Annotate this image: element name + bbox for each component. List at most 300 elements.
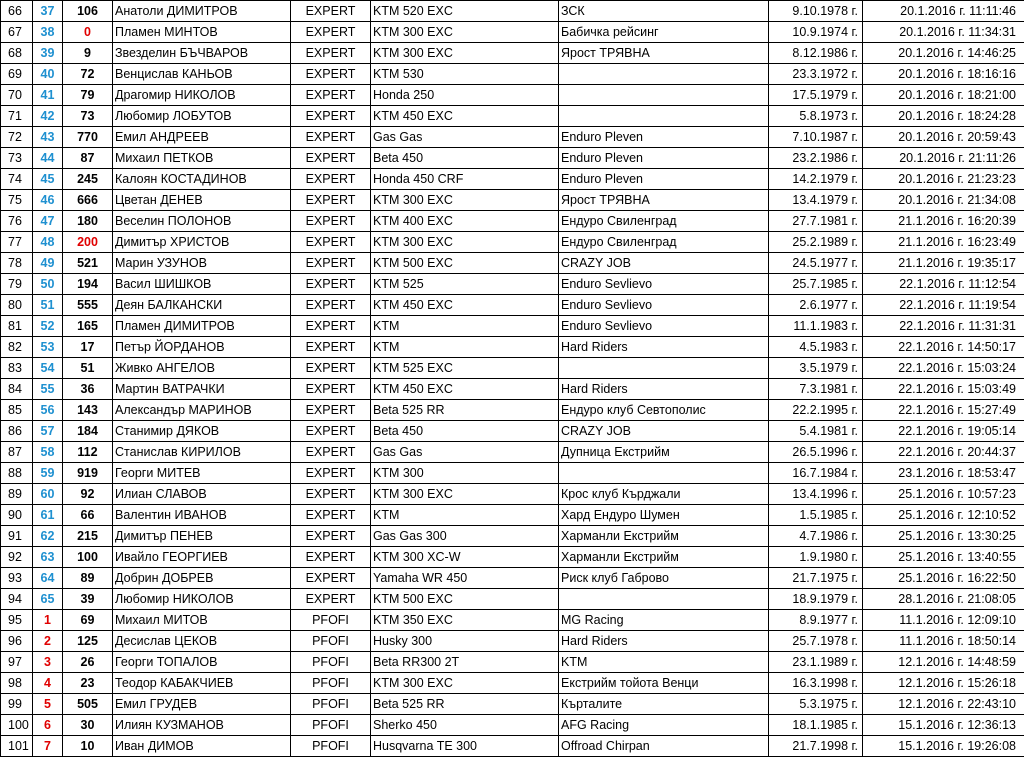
birth-date-cell: 1.9.1980 г. (769, 547, 863, 568)
table-row (1, 169, 1024, 190)
team-cell: Екстрийм тойота Венци (559, 673, 769, 694)
start-number-cell: 215 (63, 526, 113, 547)
category-position-cell: 7 (33, 736, 63, 757)
category-position-cell: 41 (33, 85, 63, 106)
category-cell: EXPERT (291, 547, 371, 568)
rider-name-cell: Мартин ВАТРАЧКИ (113, 379, 291, 400)
motorcycle-cell: KTM 300 EXC (371, 232, 559, 253)
row-index-cell: 100 (1, 715, 33, 736)
motorcycle-cell: KTM 525 EXC (371, 358, 559, 379)
table-row (1, 652, 1024, 673)
birth-date-cell: 13.4.1979 г. (769, 190, 863, 211)
team-cell: Enduro Pleven (559, 127, 769, 148)
category-position-cell: 50 (33, 274, 63, 295)
motorcycle-cell: Husqvarna TE 300 (371, 736, 559, 757)
row-index-cell: 94 (1, 589, 33, 610)
team-cell: Ендуро Свиленград (559, 211, 769, 232)
start-number-cell: 23 (63, 673, 113, 694)
start-number-cell: 73 (63, 106, 113, 127)
category-cell: EXPERT (291, 22, 371, 43)
motorcycle-cell: KTM (371, 505, 559, 526)
category-position-cell: 45 (33, 169, 63, 190)
start-number-cell: 79 (63, 85, 113, 106)
table-row (1, 43, 1024, 64)
team-cell: MG Racing (559, 610, 769, 631)
category-position-cell: 53 (33, 337, 63, 358)
rider-name-cell: Петър ЙОРДАНОВ (113, 337, 291, 358)
row-index-cell: 99 (1, 694, 33, 715)
team-cell: Харманли Екстрийм (559, 526, 769, 547)
table-row (1, 400, 1024, 421)
team-cell: Кърталите (559, 694, 769, 715)
row-index-cell: 77 (1, 232, 33, 253)
category-position-cell: 55 (33, 379, 63, 400)
category-cell: EXPERT (291, 337, 371, 358)
row-index-cell: 95 (1, 610, 33, 631)
motorcycle-cell: KTM 300 XC-W (371, 547, 559, 568)
category-cell: EXPERT (291, 568, 371, 589)
motorcycle-cell: Beta RR300 2T (371, 652, 559, 673)
motorcycle-cell: Beta 450 (371, 148, 559, 169)
team-cell: Дупница Екстрийм (559, 442, 769, 463)
rider-name-cell: Иван ДИМОВ (113, 736, 291, 757)
category-position-cell: 52 (33, 316, 63, 337)
table-row (1, 274, 1024, 295)
category-position-cell: 6 (33, 715, 63, 736)
category-cell: EXPERT (291, 484, 371, 505)
table-row (1, 232, 1024, 253)
start-number-cell: 10 (63, 736, 113, 757)
category-position-cell: 43 (33, 127, 63, 148)
birth-date-cell: 8.12.1986 г. (769, 43, 863, 64)
table-row (1, 442, 1024, 463)
motorcycle-cell: Gas Gas 300 (371, 526, 559, 547)
start-number-cell: 26 (63, 652, 113, 673)
category-cell: EXPERT (291, 358, 371, 379)
category-cell: EXPERT (291, 400, 371, 421)
motorcycle-cell: KTM 300 EXC (371, 190, 559, 211)
motorcycle-cell: Sherko 450 (371, 715, 559, 736)
category-cell: EXPERT (291, 442, 371, 463)
start-number-cell: 112 (63, 442, 113, 463)
registration-time-cell: 20.1.2016 г. 20:59:43 (863, 127, 1024, 148)
team-cell: Enduro Pleven (559, 148, 769, 169)
birth-date-cell: 27.7.1981 г. (769, 211, 863, 232)
birth-date-cell: 25.7.1978 г. (769, 631, 863, 652)
birth-date-cell: 21.7.1998 г. (769, 736, 863, 757)
birth-date-cell: 10.9.1974 г. (769, 22, 863, 43)
row-index-cell: 67 (1, 22, 33, 43)
motorcycle-cell: KTM (371, 337, 559, 358)
row-index-cell: 80 (1, 295, 33, 316)
birth-date-cell: 23.1.1989 г. (769, 652, 863, 673)
table-row (1, 526, 1024, 547)
start-number-cell: 39 (63, 589, 113, 610)
registration-time-cell: 23.1.2016 г. 18:53:47 (863, 463, 1024, 484)
rider-name-cell: Георги ТОПАЛОВ (113, 652, 291, 673)
registration-time-cell: 22.1.2016 г. 19:05:14 (863, 421, 1024, 442)
start-number-cell: 92 (63, 484, 113, 505)
category-cell: EXPERT (291, 85, 371, 106)
row-index-cell: 71 (1, 106, 33, 127)
rider-name-cell: Деян БАЛКАНСКИ (113, 295, 291, 316)
rider-name-cell: Илиян КУЗМАНОВ (113, 715, 291, 736)
category-cell: EXPERT (291, 106, 371, 127)
team-cell: Hard Riders (559, 631, 769, 652)
start-number-cell: 9 (63, 43, 113, 64)
registration-time-cell: 15.1.2016 г. 12:36:13 (863, 715, 1024, 736)
team-cell: Enduro Sevlievo (559, 295, 769, 316)
table-row (1, 568, 1024, 589)
birth-date-cell: 4.7.1986 г. (769, 526, 863, 547)
motorcycle-cell: KTM 525 (371, 274, 559, 295)
registration-time-cell: 20.1.2016 г. 18:24:28 (863, 106, 1024, 127)
birth-date-cell: 5.8.1973 г. (769, 106, 863, 127)
row-index-cell: 70 (1, 85, 33, 106)
team-cell (559, 589, 769, 610)
birth-date-cell: 17.5.1979 г. (769, 85, 863, 106)
start-number-cell: 245 (63, 169, 113, 190)
team-cell: Hard Riders (559, 337, 769, 358)
table-row (1, 610, 1024, 631)
category-position-cell: 48 (33, 232, 63, 253)
row-index-cell: 84 (1, 379, 33, 400)
birth-date-cell: 5.3.1975 г. (769, 694, 863, 715)
row-index-cell: 96 (1, 631, 33, 652)
registration-time-cell: 20.1.2016 г. 11:11:46 (863, 1, 1024, 22)
registration-time-cell: 20.1.2016 г. 18:16:16 (863, 64, 1024, 85)
registration-time-cell: 12.1.2016 г. 15:26:18 (863, 673, 1024, 694)
birth-date-cell: 21.7.1975 г. (769, 568, 863, 589)
start-number-cell: 505 (63, 694, 113, 715)
registration-time-cell: 22.1.2016 г. 11:19:54 (863, 295, 1024, 316)
registration-time-cell: 20.1.2016 г. 18:21:00 (863, 85, 1024, 106)
row-index-cell: 97 (1, 652, 33, 673)
category-cell: EXPERT (291, 211, 371, 232)
rider-name-cell: Васил ШИШКОВ (113, 274, 291, 295)
category-cell: EXPERT (291, 316, 371, 337)
rider-name-cell: Добрин ДОБРЕВ (113, 568, 291, 589)
row-index-cell: 98 (1, 673, 33, 694)
rider-name-cell: Михаил ПЕТКОВ (113, 148, 291, 169)
table-row (1, 505, 1024, 526)
registration-time-cell: 20.1.2016 г. 21:34:08 (863, 190, 1024, 211)
team-cell: Offroad Chirpan (559, 736, 769, 757)
start-number-cell: 521 (63, 253, 113, 274)
category-cell: EXPERT (291, 190, 371, 211)
motorcycle-cell: KTM 500 EXC (371, 253, 559, 274)
table-row (1, 484, 1024, 505)
motorcycle-cell: Gas Gas (371, 442, 559, 463)
table-row (1, 211, 1024, 232)
birth-date-cell: 18.9.1979 г. (769, 589, 863, 610)
table-row (1, 547, 1024, 568)
rider-name-cell: Георги МИТЕВ (113, 463, 291, 484)
table-row (1, 22, 1024, 43)
start-number-cell: 555 (63, 295, 113, 316)
rider-name-cell: Станимир ДЯКОВ (113, 421, 291, 442)
table-row (1, 295, 1024, 316)
table-row (1, 127, 1024, 148)
registration-time-cell: 11.1.2016 г. 18:50:14 (863, 631, 1024, 652)
category-position-cell: 59 (33, 463, 63, 484)
table-row (1, 337, 1024, 358)
motorcycle-cell: KTM 300 EXC (371, 673, 559, 694)
row-index-cell: 69 (1, 64, 33, 85)
birth-date-cell: 25.2.1989 г. (769, 232, 863, 253)
rider-name-cell: Емил АНДРЕЕВ (113, 127, 291, 148)
motorcycle-cell: Yamaha WR 450 (371, 568, 559, 589)
rider-name-cell: Илиан СЛАВОВ (113, 484, 291, 505)
start-number-cell: 184 (63, 421, 113, 442)
category-cell: EXPERT (291, 1, 371, 22)
team-cell: Ендуро Свиленград (559, 232, 769, 253)
row-index-cell: 75 (1, 190, 33, 211)
start-number-cell: 125 (63, 631, 113, 652)
start-number-cell: 200 (63, 232, 113, 253)
row-index-cell: 76 (1, 211, 33, 232)
rider-name-cell: Теодор КАБАКЧИЕВ (113, 673, 291, 694)
team-cell: Enduro Pleven (559, 169, 769, 190)
motorcycle-cell: Honda 250 (371, 85, 559, 106)
motorcycle-cell: Beta 450 (371, 421, 559, 442)
team-cell (559, 85, 769, 106)
registration-time-cell: 22.1.2016 г. 15:03:49 (863, 379, 1024, 400)
table-row (1, 148, 1024, 169)
birth-date-cell: 13.4.1996 г. (769, 484, 863, 505)
row-index-cell: 92 (1, 547, 33, 568)
category-cell: EXPERT (291, 232, 371, 253)
team-cell: KTM (559, 652, 769, 673)
team-cell: Enduro Sevlievo (559, 274, 769, 295)
team-cell: Хард Ендуро Шумен (559, 505, 769, 526)
rider-name-cell: Пламен ДИМИТРОВ (113, 316, 291, 337)
team-cell (559, 463, 769, 484)
registration-time-cell: 21.1.2016 г. 16:23:49 (863, 232, 1024, 253)
birth-date-cell: 8.9.1977 г. (769, 610, 863, 631)
row-index-cell: 78 (1, 253, 33, 274)
row-index-cell: 74 (1, 169, 33, 190)
motorcycle-cell: KTM 300 (371, 463, 559, 484)
registration-time-cell: 20.1.2016 г. 14:46:25 (863, 43, 1024, 64)
team-cell: ЗСК (559, 1, 769, 22)
row-index-cell: 90 (1, 505, 33, 526)
table-row (1, 463, 1024, 484)
category-position-cell: 63 (33, 547, 63, 568)
birth-date-cell: 1.5.1985 г. (769, 505, 863, 526)
category-cell: EXPERT (291, 274, 371, 295)
rider-name-cell: Ивайло ГЕОРГИЕВ (113, 547, 291, 568)
category-position-cell: 62 (33, 526, 63, 547)
team-cell (559, 64, 769, 85)
row-index-cell: 87 (1, 442, 33, 463)
rider-name-cell: Димитър ПЕНЕВ (113, 526, 291, 547)
table-row (1, 64, 1024, 85)
registration-time-cell: 25.1.2016 г. 13:30:25 (863, 526, 1024, 547)
row-index-cell: 82 (1, 337, 33, 358)
category-cell: PFOFI (291, 610, 371, 631)
table-row (1, 1, 1024, 22)
start-number-cell: 51 (63, 358, 113, 379)
team-cell: CRAZY JOB (559, 253, 769, 274)
rider-name-cell: Михаил МИТОВ (113, 610, 291, 631)
rider-name-cell: Живко АНГЕЛОВ (113, 358, 291, 379)
birth-date-cell: 4.5.1983 г. (769, 337, 863, 358)
rider-name-cell: Цветан ДЕНЕВ (113, 190, 291, 211)
start-number-cell: 69 (63, 610, 113, 631)
rider-name-cell: Димитър ХРИСТОВ (113, 232, 291, 253)
category-cell: EXPERT (291, 463, 371, 484)
start-number-cell: 30 (63, 715, 113, 736)
team-cell: Enduro Sevlievo (559, 316, 769, 337)
rider-name-cell: Валентин ИВАНОВ (113, 505, 291, 526)
table-row (1, 85, 1024, 106)
start-number-cell: 36 (63, 379, 113, 400)
motorcycle-cell: KTM 300 EXC (371, 484, 559, 505)
birth-date-cell: 23.2.1986 г. (769, 148, 863, 169)
registration-time-cell: 22.1.2016 г. 14:50:17 (863, 337, 1024, 358)
team-cell (559, 106, 769, 127)
category-position-cell: 54 (33, 358, 63, 379)
motorcycle-cell: KTM 450 EXC (371, 379, 559, 400)
birth-date-cell: 9.10.1978 г. (769, 1, 863, 22)
motorcycle-cell: Beta 525 RR (371, 400, 559, 421)
rider-name-cell: Станислав КИРИЛОВ (113, 442, 291, 463)
row-index-cell: 68 (1, 43, 33, 64)
row-index-cell: 66 (1, 1, 33, 22)
birth-date-cell: 7.10.1987 г. (769, 127, 863, 148)
registration-time-cell: 12.1.2016 г. 14:48:59 (863, 652, 1024, 673)
category-position-cell: 58 (33, 442, 63, 463)
registration-time-cell: 25.1.2016 г. 12:10:52 (863, 505, 1024, 526)
team-cell: Харманли Екстрийм (559, 547, 769, 568)
category-cell: PFOFI (291, 652, 371, 673)
birth-date-cell: 16.3.1998 г. (769, 673, 863, 694)
row-index-cell: 72 (1, 127, 33, 148)
birth-date-cell: 16.7.1984 г. (769, 463, 863, 484)
rider-name-cell: Александър МАРИНОВ (113, 400, 291, 421)
start-number-cell: 0 (63, 22, 113, 43)
team-cell (559, 358, 769, 379)
category-position-cell: 1 (33, 610, 63, 631)
registration-time-cell: 25.1.2016 г. 16:22:50 (863, 568, 1024, 589)
category-position-cell: 2 (33, 631, 63, 652)
registration-time-cell: 28.1.2016 г. 21:08:05 (863, 589, 1024, 610)
motorcycle-cell: Husky 300 (371, 631, 559, 652)
row-index-cell: 83 (1, 358, 33, 379)
birth-date-cell: 5.4.1981 г. (769, 421, 863, 442)
rider-name-cell: Драгомир НИКОЛОВ (113, 85, 291, 106)
row-index-cell: 89 (1, 484, 33, 505)
birth-date-cell: 2.6.1977 г. (769, 295, 863, 316)
table-row (1, 379, 1024, 400)
registration-time-cell: 22.1.2016 г. 15:03:24 (863, 358, 1024, 379)
category-position-cell: 60 (33, 484, 63, 505)
birth-date-cell: 11.1.1983 г. (769, 316, 863, 337)
row-index-cell: 79 (1, 274, 33, 295)
category-cell: PFOFI (291, 715, 371, 736)
category-cell: PFOFI (291, 694, 371, 715)
category-position-cell: 3 (33, 652, 63, 673)
rider-name-cell: Анатоли ДИМИТРОВ (113, 1, 291, 22)
birth-date-cell: 7.3.1981 г. (769, 379, 863, 400)
birth-date-cell: 24.5.1977 г. (769, 253, 863, 274)
motorcycle-cell: KTM 300 EXC (371, 43, 559, 64)
registration-time-cell: 22.1.2016 г. 20:44:37 (863, 442, 1024, 463)
registration-time-cell: 20.1.2016 г. 21:11:26 (863, 148, 1024, 169)
registration-time-cell: 22.1.2016 г. 11:31:31 (863, 316, 1024, 337)
category-cell: EXPERT (291, 379, 371, 400)
registration-time-cell: 21.1.2016 г. 19:35:17 (863, 253, 1024, 274)
start-number-cell: 194 (63, 274, 113, 295)
rider-name-cell: Венцислав КАНЬОВ (113, 64, 291, 85)
birth-date-cell: 3.5.1979 г. (769, 358, 863, 379)
rider-name-cell: Звезделин БЪЧВАРОВ (113, 43, 291, 64)
category-cell: EXPERT (291, 127, 371, 148)
table-row (1, 316, 1024, 337)
team-cell: CRAZY JOB (559, 421, 769, 442)
row-index-cell: 101 (1, 736, 33, 757)
motorcycle-cell: KTM 300 EXC (371, 22, 559, 43)
team-cell: Бабичка рейсинг (559, 22, 769, 43)
category-cell: EXPERT (291, 526, 371, 547)
registration-time-cell: 20.1.2016 г. 11:34:31 (863, 22, 1024, 43)
team-cell: Ярост ТРЯВНА (559, 43, 769, 64)
start-number-cell: 17 (63, 337, 113, 358)
table-row (1, 631, 1024, 652)
category-position-cell: 56 (33, 400, 63, 421)
motorcycle-cell: Beta 525 RR (371, 694, 559, 715)
start-number-cell: 770 (63, 127, 113, 148)
category-position-cell: 65 (33, 589, 63, 610)
row-index-cell: 86 (1, 421, 33, 442)
registration-time-cell: 15.1.2016 г. 19:26:08 (863, 736, 1024, 757)
start-number-cell: 180 (63, 211, 113, 232)
table-row (1, 715, 1024, 736)
category-cell: EXPERT (291, 253, 371, 274)
category-position-cell: 51 (33, 295, 63, 316)
start-number-cell: 89 (63, 568, 113, 589)
row-index-cell: 81 (1, 316, 33, 337)
row-index-cell: 93 (1, 568, 33, 589)
category-position-cell: 4 (33, 673, 63, 694)
team-cell: AFG Racing (559, 715, 769, 736)
rider-name-cell: Калоян КОСТАДИНОВ (113, 169, 291, 190)
motorcycle-cell: KTM 450 EXC (371, 106, 559, 127)
motorcycle-cell: KTM 500 EXC (371, 589, 559, 610)
start-number-cell: 100 (63, 547, 113, 568)
category-position-cell: 42 (33, 106, 63, 127)
category-position-cell: 40 (33, 64, 63, 85)
birth-date-cell: 14.2.1979 г. (769, 169, 863, 190)
registration-time-cell: 12.1.2016 г. 22:43:10 (863, 694, 1024, 715)
rider-name-cell: Марин УЗУНОВ (113, 253, 291, 274)
start-number-cell: 66 (63, 505, 113, 526)
category-cell: EXPERT (291, 505, 371, 526)
category-position-cell: 37 (33, 1, 63, 22)
table-row (1, 106, 1024, 127)
row-index-cell: 88 (1, 463, 33, 484)
registration-time-cell: 11.1.2016 г. 12:09:10 (863, 610, 1024, 631)
row-index-cell: 85 (1, 400, 33, 421)
category-position-cell: 44 (33, 148, 63, 169)
birth-date-cell: 25.7.1985 г. (769, 274, 863, 295)
category-position-cell: 5 (33, 694, 63, 715)
start-number-cell: 106 (63, 1, 113, 22)
category-cell: PFOFI (291, 736, 371, 757)
motorcycle-cell: KTM 450 EXC (371, 295, 559, 316)
row-index-cell: 73 (1, 148, 33, 169)
